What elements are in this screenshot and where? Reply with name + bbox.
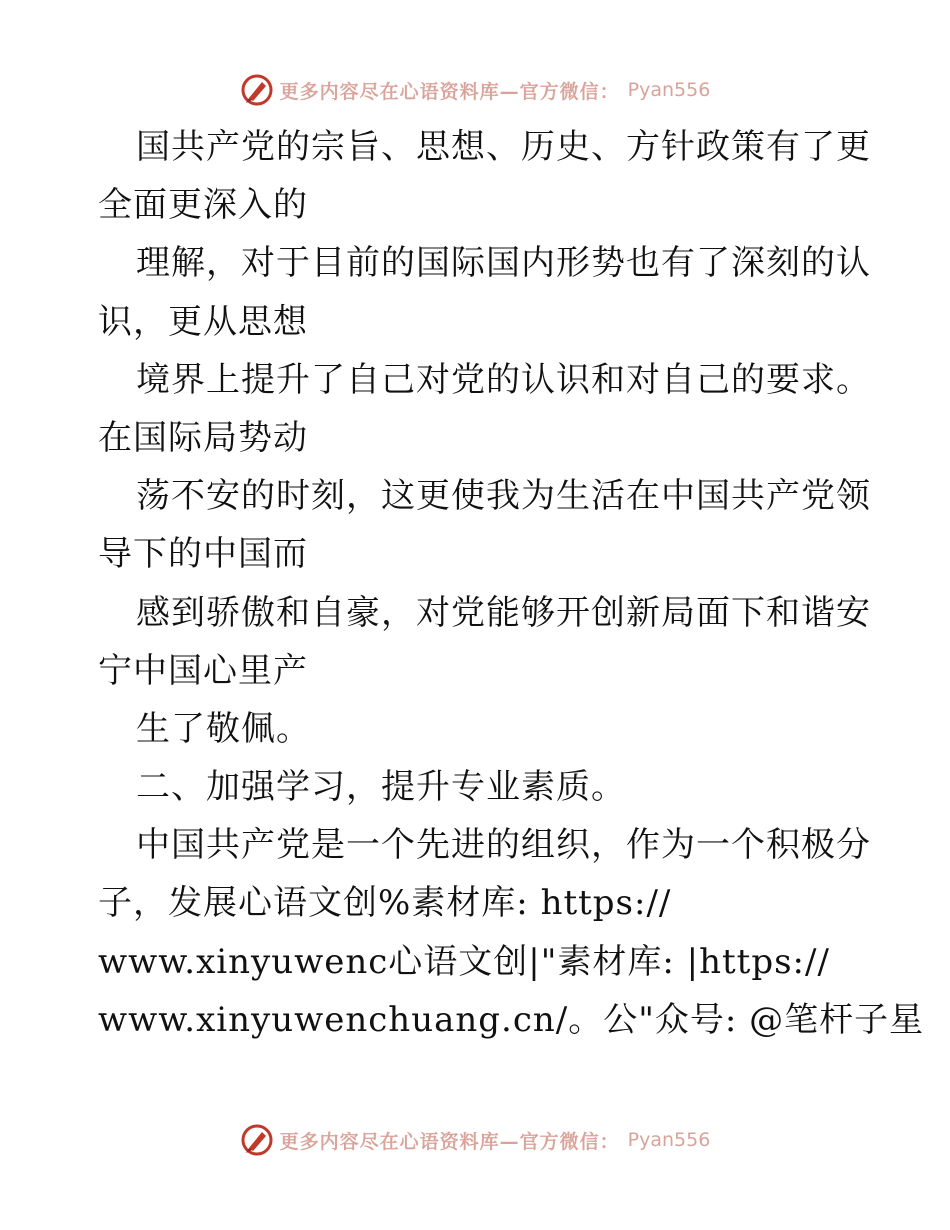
- text-line: 在国际局势动: [98, 417, 308, 458]
- footer-banner-text: 更多内容尽在心语资料库—官方微信：: [279, 1130, 620, 1153]
- document-body: [98, 118, 925, 1049]
- pen-nib-logo-icon: [240, 73, 274, 107]
- text-line: 荡不安的时刻，这更使我为生活在中国共产党领: [136, 476, 871, 517]
- footer-banner-contact: Pyan556: [627, 1129, 711, 1151]
- header-banner: [0, 70, 950, 110]
- text-line: 导下的中国而: [98, 534, 308, 575]
- header-banner-contact: Pyan556: [627, 79, 711, 101]
- text-line: 国共产党的宗旨、思想、历史、方针政策有了更: [136, 127, 871, 167]
- pen-nib-logo-icon: [240, 1123, 274, 1157]
- footer-banner: [0, 1120, 950, 1160]
- text-line: 中国共产党是一个先进的组织，作为一个积极分: [136, 825, 871, 866]
- text-line: 全面更深入的: [98, 185, 308, 226]
- text-line: 子，发展心语文创%素材库: https://: [98, 883, 672, 924]
- text-line: 感到骄傲和自豪，对党能够开创新局面下和谐安: [136, 592, 871, 633]
- text-line: 境界上提升了自己对党的认识和对自己的要求。: [136, 359, 871, 400]
- text-line: 识，更从思想: [98, 301, 308, 342]
- header-banner-text: 更多内容尽在心语资料库—官方微信：: [279, 80, 620, 103]
- text-line: 宁中国心里产: [98, 650, 308, 691]
- text-line: www.xinyuwenc心语文创|"素材库: |https://: [98, 941, 830, 982]
- text-line: 生了敬佩。: [136, 708, 311, 749]
- text-line: 二、加强学习，提升专业素质。: [136, 767, 626, 808]
- text-line: 理解，对于目前的国际国内形势也有了深刻的认: [136, 243, 871, 284]
- text-line: www.xinyuwenchuang.cn/。公"众号: @笔杆子星: [98, 999, 925, 1040]
